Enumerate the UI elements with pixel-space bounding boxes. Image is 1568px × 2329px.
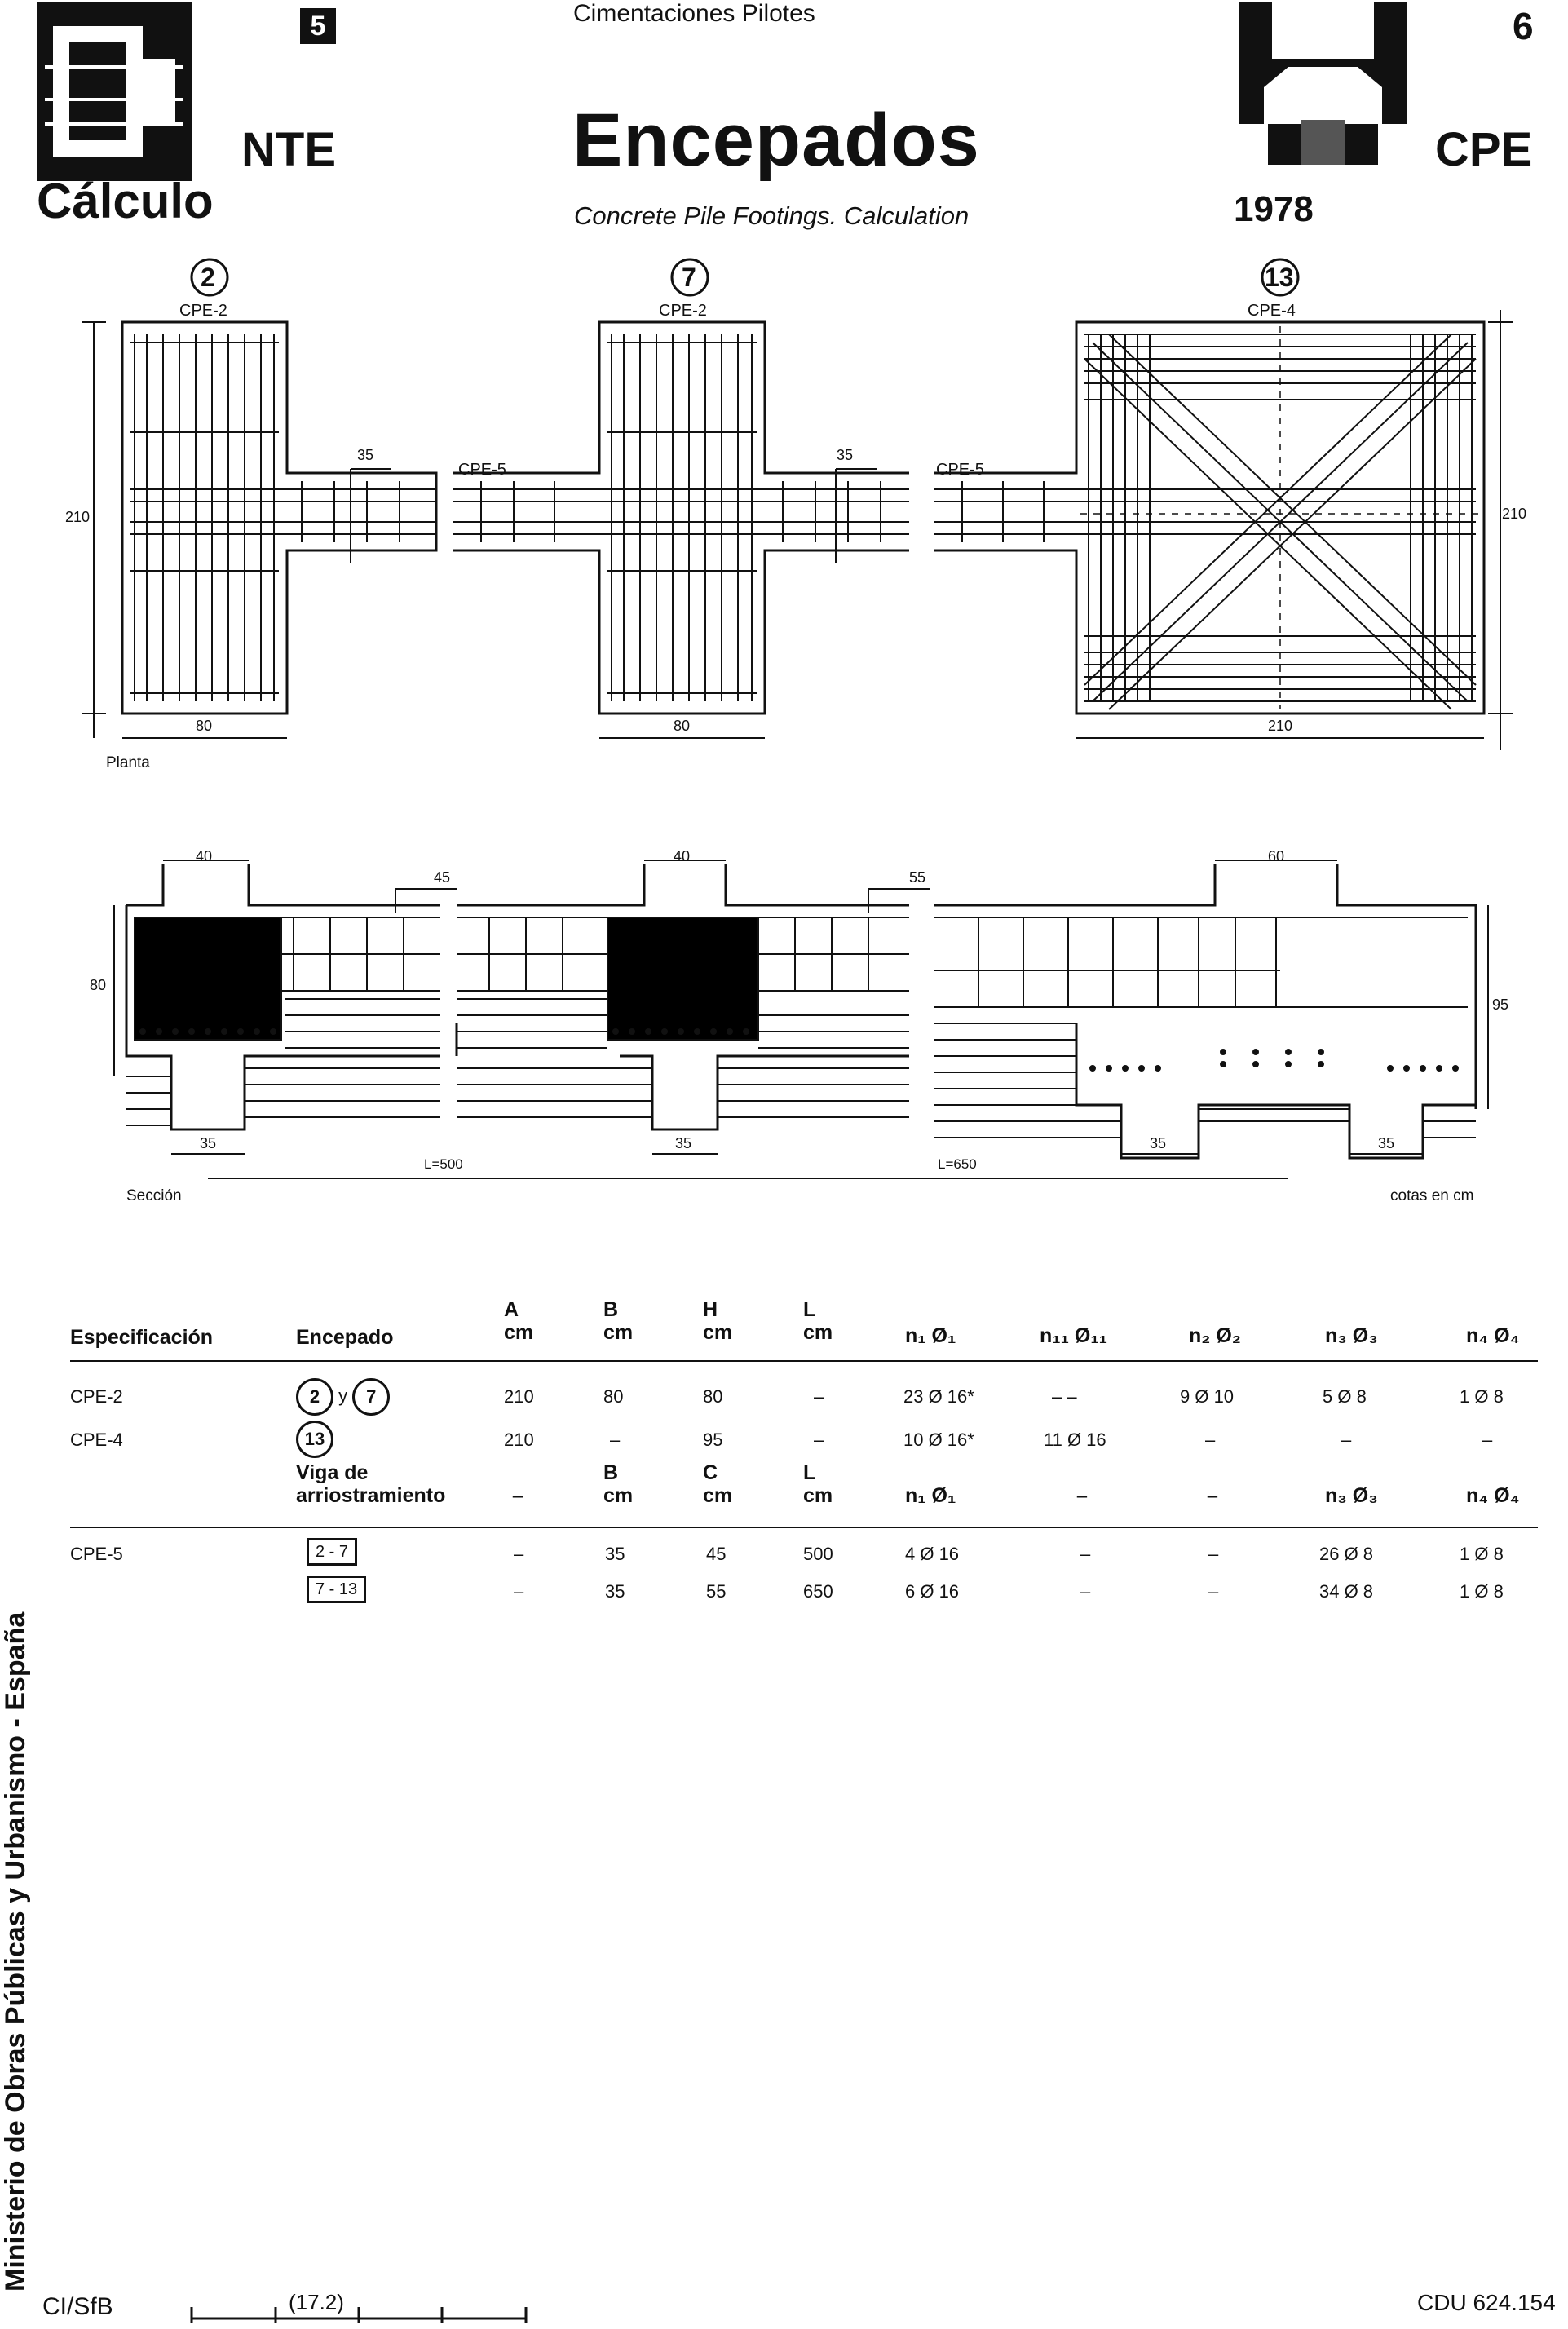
page-number: 6	[1513, 5, 1534, 47]
dim-35-a: 35	[357, 447, 374, 463]
row-cpe5b-beam	[307, 1576, 366, 1603]
dim-210-bottom: 210	[1268, 718, 1293, 734]
cisfb-scale-bar	[188, 2296, 530, 2328]
row-cpe2-encepado	[296, 1378, 390, 1416]
units-note: cotas en cm	[1390, 1187, 1474, 1204]
col-c2: C cm	[703, 1461, 733, 1507]
dim-top-55: 55	[909, 869, 926, 886]
row-cpe4-a: 210	[504, 1430, 534, 1450]
beam-7-13: 7 - 13	[307, 1576, 366, 1603]
mark-7-circle: 7	[352, 1378, 390, 1416]
col-h: H cm	[703, 1298, 733, 1344]
dim-210-right: 210	[1502, 506, 1527, 522]
dim-80-b: 80	[674, 718, 691, 734]
col-n3: n₃ Ø₃	[1325, 1324, 1378, 1347]
plan-drawing	[0, 0, 1568, 783]
row-cpe4-encepado	[296, 1421, 333, 1458]
row-cpe4-n3: –	[1341, 1430, 1352, 1450]
row-cpe2-n11: – –	[1052, 1386, 1077, 1407]
col-n4: n₄ Ø₄	[1466, 1324, 1520, 1347]
table-rule-1	[70, 1360, 1538, 1362]
row-cpe5a-n11: –	[1080, 1544, 1091, 1564]
row-cpe4-h: 95	[703, 1430, 723, 1450]
row-cpe5b-n4: 1 Ø 8	[1460, 1581, 1504, 1602]
col-b2: B cm	[603, 1461, 634, 1507]
row-cpe4-l: –	[814, 1430, 824, 1450]
row-cpe5a-a: –	[514, 1544, 524, 1564]
year-label: 1978	[1234, 189, 1314, 229]
mark-13: 13	[1265, 263, 1294, 292]
row-cpe4-b: –	[610, 1430, 621, 1450]
col-l2: L cm	[803, 1461, 833, 1507]
dim-80: 80	[90, 977, 107, 993]
row-cpe4-n1: 10 Ø 16*	[903, 1430, 974, 1450]
series-title: Cimentaciones Pilotes	[573, 0, 815, 27]
calculo-label: Cálculo	[37, 174, 214, 228]
row-cpe2-a: 210	[504, 1386, 534, 1407]
label-cpe5-b: CPE-5	[936, 461, 984, 479]
col-n11-2-dash: –	[1076, 1484, 1088, 1507]
nte-label: NTE	[241, 123, 336, 176]
row-cpe4-spec: CPE-4	[70, 1430, 123, 1450]
label-cpe2-mid: CPE-2	[659, 302, 707, 320]
dim-top-40-b: 40	[674, 848, 691, 864]
row-cpe5a-b: 35	[605, 1544, 625, 1564]
row-cpe2-spec: CPE-2	[70, 1386, 123, 1407]
label-cpe4: CPE-4	[1248, 302, 1296, 320]
row-cpe2-b: 80	[603, 1386, 624, 1407]
dim-top-45: 45	[434, 869, 451, 886]
col-n1: n₁ Ø₁	[905, 1324, 956, 1347]
dim-bottom-35-d: 35	[1378, 1135, 1395, 1151]
row-cpe4-n4: –	[1482, 1430, 1493, 1450]
row-cpe4-n2: –	[1205, 1430, 1216, 1450]
col-viga: Viga de arriostramiento	[296, 1461, 446, 1507]
dim-bottom-35-c: 35	[1150, 1135, 1167, 1151]
page-subtitle: Concrete Pile Footings. Calculation	[574, 201, 970, 230]
col-n1-2: n₁ Ø₁	[905, 1484, 956, 1507]
col-especificacion: Especificación	[70, 1326, 214, 1349]
code-label: CPE	[1435, 123, 1533, 176]
row-cpe5a-n3: 26 Ø 8	[1319, 1544, 1374, 1564]
cisfb-label: CI/SfB	[42, 2293, 113, 2320]
row-cpe4-n11: 11 Ø 16	[1044, 1430, 1106, 1450]
row-cpe5b-n2: –	[1208, 1581, 1219, 1602]
mark-2: 2	[201, 263, 215, 292]
col-a: A cm	[504, 1298, 534, 1344]
dim-80-a: 80	[196, 718, 213, 734]
col-l: L cm	[803, 1298, 833, 1344]
row-cpe5b-l: 650	[803, 1581, 833, 1602]
mark-conjunction: y	[338, 1385, 348, 1406]
dim-35-b: 35	[837, 447, 854, 463]
col-b: B cm	[603, 1298, 634, 1344]
row-cpe2-l: –	[814, 1386, 824, 1407]
section-badge: 5	[300, 8, 336, 44]
row-cpe5b-n1: 6 Ø 16	[905, 1581, 960, 1602]
ministry-sidebar: Ministerio de Obras Públicas y Urbanismo - España	[0, 1611, 31, 2291]
row-cpe2-h: 80	[703, 1386, 723, 1407]
row-cpe2-n2: 9 Ø 10	[1180, 1386, 1235, 1407]
cdu-label: CDU 624.154	[1417, 2290, 1556, 2315]
mark-2-circle: 2	[296, 1378, 333, 1416]
row-cpe5b-c: 55	[706, 1581, 727, 1602]
row-cpe5a-beam	[307, 1538, 357, 1566]
dim-top-40-a: 40	[196, 848, 213, 864]
row-cpe5a-n1: 4 Ø 16	[905, 1544, 960, 1564]
beam-2-7: 2 - 7	[307, 1538, 357, 1566]
col-n2: n₂ Ø₂	[1189, 1324, 1241, 1347]
row-cpe2-n1: 23 Ø 16*	[903, 1386, 974, 1407]
col-encepado: Encepado	[296, 1326, 394, 1349]
col-n3-2: n₃ Ø₃	[1325, 1484, 1378, 1507]
row-cpe2-n3: 5 Ø 8	[1323, 1386, 1367, 1407]
row-cpe2-n4: 1 Ø 8	[1460, 1386, 1504, 1407]
col-n2-2-dash: –	[1207, 1484, 1218, 1507]
plan-caption: Planta	[106, 754, 150, 771]
col-n4-2: n₄ Ø₄	[1466, 1484, 1520, 1507]
dim-l650: L=650	[938, 1156, 977, 1172]
label-cpe2-left: CPE-2	[179, 302, 227, 320]
dim-bottom-35-b: 35	[675, 1135, 692, 1151]
section-caption: Sección	[126, 1187, 182, 1204]
mark-7: 7	[682, 263, 696, 292]
dim-95: 95	[1492, 997, 1509, 1013]
dim-l500: L=500	[424, 1156, 463, 1172]
section-drawing	[0, 840, 1568, 1248]
col-n11: n₁₁ Ø₁₁	[1040, 1324, 1108, 1347]
row-cpe5a-c: 45	[706, 1544, 727, 1564]
dim-top-60: 60	[1268, 848, 1285, 864]
page-title: Encepados	[572, 99, 980, 182]
table-rule-2	[70, 1527, 1538, 1528]
dim-210-left: 210	[65, 509, 91, 525]
row-cpe5a-n4: 1 Ø 8	[1460, 1544, 1504, 1564]
row-cpe5b-n11: –	[1080, 1581, 1091, 1602]
row-cpe5b-b: 35	[605, 1581, 625, 1602]
row-cpe5a-n2: –	[1208, 1544, 1219, 1564]
label-cpe5-a: CPE-5	[458, 461, 506, 479]
dim-bottom-35-a: 35	[200, 1135, 217, 1151]
col-a2-dash: –	[512, 1484, 523, 1507]
mark-13-circle: 13	[296, 1421, 333, 1458]
row-cpe5a-l: 500	[803, 1544, 833, 1564]
row-cpe5b-n3: 34 Ø 8	[1319, 1581, 1374, 1602]
cisfb-code: (17.2)	[285, 2290, 347, 2315]
row-cpe5b-a: –	[514, 1581, 524, 1602]
row-cpe5a-spec: CPE-5	[70, 1544, 123, 1564]
